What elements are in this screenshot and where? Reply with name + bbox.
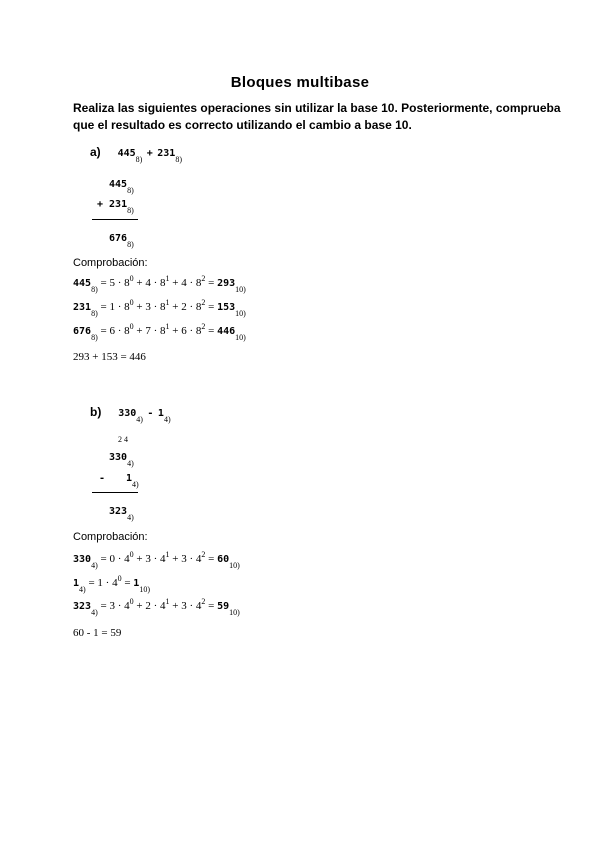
a-check1-equals: = (205, 277, 218, 289)
b-stack-top-number: 330 (109, 452, 128, 463)
a-operand2: 231 (157, 148, 176, 159)
b-check3-term1: = 3 · 4 (97, 600, 130, 612)
b-result-base: 4) (127, 513, 134, 522)
b-check2-result-base: 10) (139, 585, 150, 594)
exercise-a-label: a) (90, 145, 101, 159)
a-check2-exp1: 0 (129, 298, 134, 307)
a-check3-term1: = 6 · 8 (97, 325, 130, 337)
a-check3-result: 446 (217, 326, 236, 337)
b-operator: - (147, 408, 154, 419)
a-check-line-3 (73, 321, 246, 342)
a-check3-term2: + 7 · 8 (133, 325, 166, 337)
exercise-b-header (90, 403, 171, 424)
instructions-line-2: que el resultado es correcto utilizando el cambio a base 10. (73, 118, 412, 132)
b-operand2-base: 4) (163, 415, 171, 424)
b-check2-number: 1 (73, 578, 80, 589)
a-check3-equals: = (205, 325, 218, 337)
b-check3-result: 59 (217, 601, 230, 612)
a-stack-second-number: + 231 (97, 199, 128, 210)
b-check-line-3 (73, 596, 240, 617)
b-check1-result: 60 (217, 554, 230, 565)
b-check1-term3: + 3 · 4 (169, 553, 202, 565)
a-operand1-base: 8) (135, 155, 143, 164)
b-operand1: 330 (118, 408, 137, 419)
a-final-sum: 293 + 153 = 446 (73, 351, 146, 363)
b-stack-minus: - (99, 473, 106, 484)
a-check1-term2: + 4 · 8 (133, 277, 166, 289)
b-stack-result (109, 501, 134, 522)
a-check1-number: 445 (73, 278, 92, 289)
a-check1-term3: + 4 · 8 (169, 277, 202, 289)
a-check2-number: 231 (73, 302, 92, 313)
b-check1-term1: = 0 · 4 (97, 553, 130, 565)
a-check1-exp2: 1 (165, 274, 170, 283)
b-stack-top (109, 447, 134, 468)
a-check2-exp2: 1 (165, 298, 170, 307)
a-check2-term2: + 3 · 8 (133, 301, 166, 313)
b-check3-base: 4) (91, 608, 98, 617)
b-check3-number: 323 (73, 601, 92, 612)
b-result-number: 323 (109, 506, 128, 517)
b-check1-term2: + 3 · 4 (133, 553, 166, 565)
b-sub-rule (92, 492, 138, 493)
b-check1-base: 4) (91, 561, 98, 570)
a-check3-exp2: 1 (165, 322, 170, 331)
a-sum-rule (92, 219, 138, 220)
a-check3-term3: + 6 · 8 (169, 325, 202, 337)
a-stack-result (109, 228, 134, 249)
a-stack-top-base: 8) (127, 186, 134, 195)
a-stack-second-base: 8) (127, 206, 134, 215)
a-stack-top (109, 174, 134, 195)
b-check2-base: 4) (79, 585, 86, 594)
a-check2-result-base: 10) (235, 309, 246, 318)
a-check3-exp3: 2 (201, 322, 206, 331)
a-stack-second (97, 194, 134, 215)
b-check3-equals: = (205, 600, 218, 612)
a-check1-exp3: 2 (201, 274, 206, 283)
b-check-line-2 (73, 573, 150, 594)
a-operator: + (146, 148, 153, 159)
b-stack-second-base: 4) (131, 480, 139, 489)
a-check3-result-base: 10) (235, 333, 246, 342)
a-check1-result: 293 (217, 278, 236, 289)
b-comprobacion-label: Comprobación: (73, 531, 148, 543)
b-check1-exp1: 0 (129, 550, 134, 559)
b-check1-exp3: 2 (201, 550, 206, 559)
a-check1-result-base: 10) (235, 285, 246, 294)
b-stack-second (99, 468, 139, 489)
a-comprobacion-label: Comprobación: (73, 257, 148, 269)
a-stack-top-number: 445 (109, 179, 128, 190)
a-check-line-2 (73, 297, 246, 318)
a-check3-number: 676 (73, 326, 92, 337)
a-check2-equals: = (205, 301, 218, 313)
b-check1-equals: = (205, 553, 218, 565)
b-check2-term1: = 1 · 4 (85, 577, 118, 589)
b-stack-top-base: 4) (127, 459, 134, 468)
b-check3-term3: + 3 · 4 (169, 600, 202, 612)
b-check3-result-base: 10) (229, 608, 240, 617)
exercise-a-header (90, 143, 182, 164)
b-stack-second-number: 1 (125, 473, 132, 484)
a-result-number: 676 (109, 233, 128, 244)
a-check3-exp1: 0 (129, 322, 134, 331)
a-check2-term1: = 1 · 8 (97, 301, 130, 313)
b-check-line-1 (73, 549, 240, 570)
a-check3-base: 8) (91, 333, 98, 342)
a-operand2-base: 8) (175, 155, 182, 164)
b-operand1-base: 4) (136, 415, 143, 424)
b-final-difference: 60 - 1 = 59 (73, 627, 122, 639)
b-check1-result-base: 10) (229, 561, 240, 570)
a-check1-exp1: 0 (129, 274, 134, 283)
b-check3-exp2: 1 (165, 597, 170, 606)
b-operand2: 1 (157, 408, 164, 419)
a-check1-base: 8) (91, 285, 98, 294)
page-title: Bloques multibase (230, 74, 370, 91)
instructions-line-1: Realiza las siguientes operaciones sin utilizar la base 10. Posteriormente, comprueba (73, 101, 561, 115)
b-check2-equals: = (121, 577, 134, 589)
b-check3-exp3: 2 (201, 597, 206, 606)
exercise-b-label: b) (90, 405, 102, 419)
b-check2-result: 1 (133, 578, 140, 589)
b-check1-exp2: 1 (165, 550, 170, 559)
a-check2-term3: + 2 · 8 (169, 301, 202, 313)
b-borrow-carry: 2 4 (118, 435, 128, 444)
a-operand1: 445 (117, 148, 136, 159)
a-check1-term1: = 5 · 8 (97, 277, 130, 289)
b-check2-exp1: 0 (117, 574, 122, 583)
a-check2-exp3: 2 (201, 298, 206, 307)
b-check3-term2: + 2 · 4 (133, 600, 166, 612)
b-check1-number: 330 (73, 554, 92, 565)
a-check-line-1 (73, 273, 246, 294)
a-check2-result: 153 (217, 302, 236, 313)
a-check2-base: 8) (91, 309, 98, 318)
a-result-base: 8) (127, 240, 134, 249)
b-check3-exp1: 0 (129, 597, 134, 606)
